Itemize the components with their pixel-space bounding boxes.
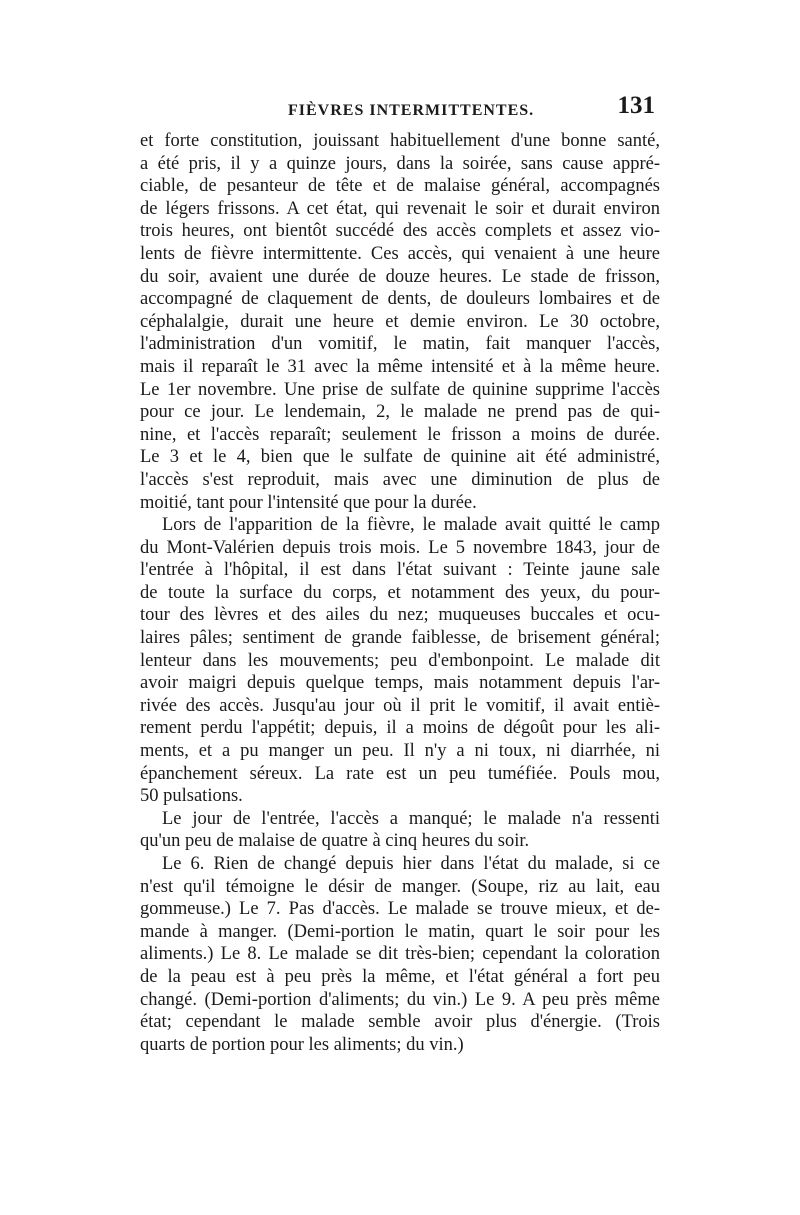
text-line: trois heures, ont bientôt succédé des accès complets et assez vio- — [140, 221, 660, 242]
text-line: quarts de portion pour les aliments; du vin.) — [140, 1034, 464, 1055]
text-line: mande à manger. (Demi-portion le matin, quart le soir pour les — [140, 921, 660, 942]
text-line: a été pris, il y a quinze jours, dans la soirée, sans cause appré- — [140, 153, 660, 174]
text-line: gommeuse.) Le 7. Pas d'accès. Le malade se trouve mieux, et de- — [140, 899, 660, 920]
text-line: de toute la surface du corps, et notamment des yeux, du pour- — [140, 582, 660, 603]
text-line: moitié, tant pour l'intensité que pour la durée. — [140, 492, 477, 513]
text-line: avoir maigri depuis quelque temps, mais notamment depuis l'ar- — [140, 673, 660, 694]
text-line: qu'un peu de malaise de quatre à cinq heures du soir. — [140, 831, 530, 852]
text-line: du soir, avaient une durée de douze heures. Le stade de frisson, — [140, 266, 660, 287]
text-line: Lors de l'apparition de la fièvre, le malade avait quitté le camp — [162, 515, 660, 536]
text-line: Le 3 et le 4, bien que le sulfate de quinine ait été administré, — [140, 447, 660, 468]
page-header — [140, 92, 655, 126]
text-line: ments, et a pu manger un peu. Il n'y a ni toux, ni diarrhée, ni — [140, 741, 660, 762]
text-line: pour ce jour. Le lendemain, 2, le malade ne prend pas de qui- — [140, 402, 660, 423]
text-line: l'accès s'est reproduit, mais avec une diminution de plus de — [140, 469, 660, 490]
text-line: rivée des accès. Jusqu'au jour où il prit le vomitif, il avait entiè- — [140, 695, 660, 716]
text-line: et forte constitution, jouissant habituellement d'une bonne santé, — [140, 131, 660, 151]
text-line: nine, et l'accès reparaît; seulement le frisson a moins de durée. — [140, 424, 660, 445]
text-line: ciable, de pesanteur de tête et de malaise général, accompagnés — [140, 176, 660, 197]
page-number: 131 — [617, 92, 655, 119]
text-line: rement perdu l'appétit; depuis, il a moins de dégoût pour les ali- — [140, 718, 660, 739]
text-line: aliments.) Le 8. Le malade se dit très-bien; cependant la coloration — [140, 944, 660, 965]
text-line: l'entrée à l'hôpital, il est dans l'état suivant : Teinte jaune sale — [140, 560, 660, 581]
text-line: céphalalgie, durait une heure et demie environ. Le 30 octobre, — [140, 311, 660, 332]
text-line: état; cependant le malade semble avoir plus d'énergie. (Trois — [140, 1012, 660, 1033]
text-line: de la peau est à peu près la même, et l'état général a fort peu — [140, 966, 660, 987]
text-line: l'administration d'un vomitif, le matin, fait manquer l'accès, — [140, 334, 660, 355]
text-line: accompagné de claquement de dents, de douleurs lombaires et de — [140, 289, 660, 310]
text-line: de légers frissons. A cet état, qui revenait le soir et durait environ — [140, 198, 660, 219]
text-line: épanchement séreux. La rate est un peu tuméfiée. Pouls mou, — [140, 763, 660, 784]
text-line: n'est qu'il témoigne le désir de manger. (Soupe, riz au lait, eau — [140, 876, 660, 897]
text-line: lenteur dans les mouvements; peu d'embonpoint. Le malade dit — [140, 650, 660, 671]
text-line: 50 pulsations. — [140, 786, 243, 807]
text-line: tour des lèvres et des ailes du nez; muqueuses buccales et ocu- — [140, 605, 660, 626]
text-line: lents de fièvre intermittente. Ces accès, qui venaient à une heure — [140, 243, 660, 264]
running-title: FIÈVRES INTERMITTENTES. — [288, 102, 535, 119]
body-text — [140, 130, 660, 1056]
text-line: mais il reparaît le 31 avec la même intensité et à la même heure. — [140, 356, 660, 377]
text-line: du Mont-Valérien depuis trois mois. Le 5 novembre 1843, jour de — [140, 537, 660, 558]
text-line: laires pâles; sentiment de grande faiblesse, de brisement général; — [140, 628, 660, 649]
text-line: changé. (Demi-portion d'aliments; du vin.) Le 9. A peu près même — [140, 989, 660, 1010]
text-line: Le 1er novembre. Une prise de sulfate de quinine supprime l'accès — [140, 379, 660, 400]
text-line: Le jour de l'entrée, l'accès a manqué; le malade n'a ressenti — [162, 808, 660, 829]
text-line: Le 6. Rien de changé depuis hier dans l'état du malade, si ce — [162, 854, 660, 874]
